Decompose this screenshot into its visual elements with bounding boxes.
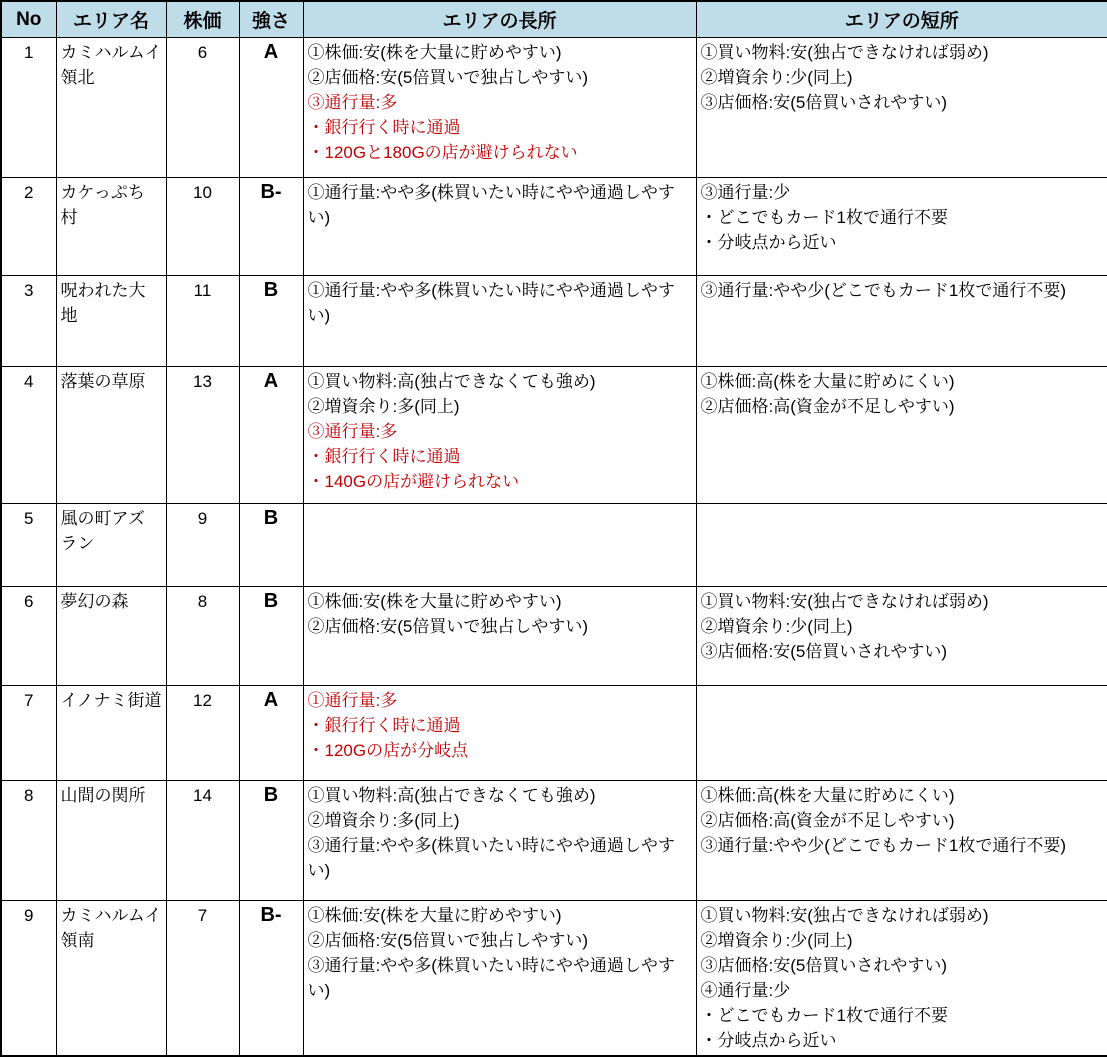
cell-no: 6: [1, 587, 56, 686]
cons-line: ③店価格:安(5倍買いされやすい): [700, 956, 947, 975]
cell-stock-price: 9: [166, 504, 239, 587]
table-row: [1, 686, 1107, 781]
cell-stock-price: 10: [166, 178, 239, 276]
table-row: [1, 901, 1107, 1057]
pros-line: ③通行量:多: [307, 422, 398, 441]
cell-stock-price: 6: [166, 38, 239, 178]
pros-line: ②増資余り:多(同上): [307, 397, 460, 416]
pros-line: ①株価:安(株を大量に貯めやすい): [307, 592, 562, 611]
cons-line: ・分岐点から近い: [700, 233, 837, 252]
col-header-area-cons: エリアの短所: [696, 1, 1107, 38]
pros-line: ②店価格:安(5倍買いで独占しやすい): [307, 931, 588, 950]
cell-stock-price: 11: [166, 276, 239, 367]
cell-strength: B: [239, 587, 303, 686]
pros-line: ・銀行行く時に通過: [307, 447, 461, 466]
col-header-area-pros: エリアの長所: [303, 1, 696, 38]
pros-line: ①買い物料:高(独占できなくても強め): [307, 372, 596, 391]
cons-line: ①買い物料:安(独占できなければ弱め): [700, 906, 989, 925]
cell-pros: [303, 587, 696, 686]
cons-line: ②増資余り:少(同上): [700, 617, 853, 636]
cell-cons: [696, 178, 1107, 276]
cell-pros: [303, 686, 696, 781]
table-row: [1, 504, 1107, 587]
pros-line: ③通行量:多: [307, 93, 398, 112]
header-row: [1, 1, 1107, 38]
cell-pros: [303, 38, 696, 178]
cell-strength: A: [239, 367, 303, 504]
cell-pros: [303, 781, 696, 901]
cell-no: 8: [1, 781, 56, 901]
cell-stock-price: 12: [166, 686, 239, 781]
cell-pros: [303, 367, 696, 504]
table-row: [1, 276, 1107, 367]
table-row: [1, 38, 1107, 178]
table-row: [1, 178, 1107, 276]
cell-area-name: 落葉の草原: [56, 367, 166, 504]
pros-line: ①株価:安(株を大量に貯めやすい): [307, 43, 562, 62]
cell-strength: B-: [239, 901, 303, 1057]
cell-pros: [303, 178, 696, 276]
cell-pros: [303, 504, 696, 587]
cell-no: 1: [1, 38, 56, 178]
cell-area-name: カミハルムイ領北: [56, 38, 166, 178]
cell-area-name: カミハルムイ領南: [56, 901, 166, 1057]
cell-pros: [303, 276, 696, 367]
cell-stock-price: 7: [166, 901, 239, 1057]
cell-area-name: 呪われた大地: [56, 276, 166, 367]
cons-line: ②店価格:高(資金が不足しやすい): [700, 811, 955, 830]
cell-no: 3: [1, 276, 56, 367]
cons-line: ・どこでもカード1枚で通行不要: [700, 1006, 948, 1025]
cons-line: ③通行量:少: [700, 183, 791, 202]
pros-line: ・銀行行く時に通過: [307, 118, 461, 137]
cell-area-name: 山間の関所: [56, 781, 166, 901]
pros-line: ・120Gの店が分岐点: [307, 741, 469, 760]
table-row: [1, 781, 1107, 901]
table-row: [1, 587, 1107, 686]
cons-line: ③店価格:安(5倍買いされやすい): [700, 642, 947, 661]
pros-line: ①通行量:やや多(株買いたい時にやや通過しやすい): [307, 281, 675, 325]
cell-area-name: カケっぷち村: [56, 178, 166, 276]
cell-no: 7: [1, 686, 56, 781]
cons-line: ③通行量:やや少(どこでもカード1枚で通行不要): [700, 281, 1066, 300]
cell-no: 9: [1, 901, 56, 1057]
pros-line: ・120Gと180Gの店が避けられない: [307, 143, 578, 162]
cons-line: ①株価:高(株を大量に貯めにくい): [700, 372, 955, 391]
cell-stock-price: 14: [166, 781, 239, 901]
pros-line: ・140Gの店が避けられない: [307, 472, 520, 491]
cell-strength: A: [239, 686, 303, 781]
cell-stock-price: 8: [166, 587, 239, 686]
cell-strength: B: [239, 504, 303, 587]
cell-no: 4: [1, 367, 56, 504]
cell-stock-price: 13: [166, 367, 239, 504]
cons-line: ②増資余り:少(同上): [700, 68, 853, 87]
cons-line: ④通行量:少: [700, 981, 791, 1000]
cell-cons: [696, 587, 1107, 686]
pros-line: ②店価格:安(5倍買いで独占しやすい): [307, 617, 588, 636]
pros-line: ③通行量:やや多(株買いたい時にやや通過しやすい): [307, 836, 675, 880]
cell-cons: [696, 686, 1107, 781]
cons-line: ・分岐点から近い: [700, 1031, 837, 1050]
table-row: [1, 367, 1107, 504]
col-header-strength: 強さ: [239, 1, 303, 38]
pros-line: ②増資余り:多(同上): [307, 811, 460, 830]
cell-area-name: イノナミ街道: [56, 686, 166, 781]
cell-cons: [696, 367, 1107, 504]
cell-cons: [696, 504, 1107, 587]
cons-line: ③通行量:やや少(どこでもカード1枚で通行不要): [700, 836, 1066, 855]
cons-line: ・どこでもカード1枚で通行不要: [700, 208, 948, 227]
cons-line: ①株価:高(株を大量に貯めにくい): [700, 786, 955, 805]
pros-line: ①通行量:やや多(株買いたい時にやや通過しやすい): [307, 183, 675, 227]
table-body: [1, 38, 1107, 1057]
cell-strength: B-: [239, 178, 303, 276]
cons-line: ①買い物料:安(独占できなければ弱め): [700, 592, 989, 611]
pros-line: ①株価:安(株を大量に貯めやすい): [307, 906, 562, 925]
pros-line: ①通行量:多: [307, 691, 398, 710]
cell-strength: B: [239, 276, 303, 367]
cell-cons: [696, 901, 1107, 1057]
col-header-no: No: [1, 1, 56, 38]
cell-no: 5: [1, 504, 56, 587]
col-header-stock-price: 株価: [166, 1, 239, 38]
cons-line: ②増資余り:少(同上): [700, 931, 853, 950]
cons-line: ③店価格:安(5倍買いされやすい): [700, 93, 947, 112]
pros-line: ③通行量:やや多(株買いたい時にやや通過しやすい): [307, 956, 675, 1000]
cell-area-name: 夢幻の森: [56, 587, 166, 686]
cell-cons: [696, 38, 1107, 178]
cell-strength: B: [239, 781, 303, 901]
cons-line: ②店価格:高(資金が不足しやすい): [700, 397, 955, 416]
pros-line: ①買い物料:高(独占できなくても強め): [307, 786, 596, 805]
pros-line: ・銀行行く時に通過: [307, 716, 461, 735]
cell-area-name: 風の町アズラン: [56, 504, 166, 587]
cell-cons: [696, 781, 1107, 901]
pros-line: ②店価格:安(5倍買いで独占しやすい): [307, 68, 588, 87]
cell-no: 2: [1, 178, 56, 276]
col-header-area-name: エリア名: [56, 1, 166, 38]
cell-cons: [696, 276, 1107, 367]
cons-line: ①買い物料:安(独占できなければ弱め): [700, 43, 989, 62]
cell-pros: [303, 901, 696, 1057]
cell-strength: A: [239, 38, 303, 178]
